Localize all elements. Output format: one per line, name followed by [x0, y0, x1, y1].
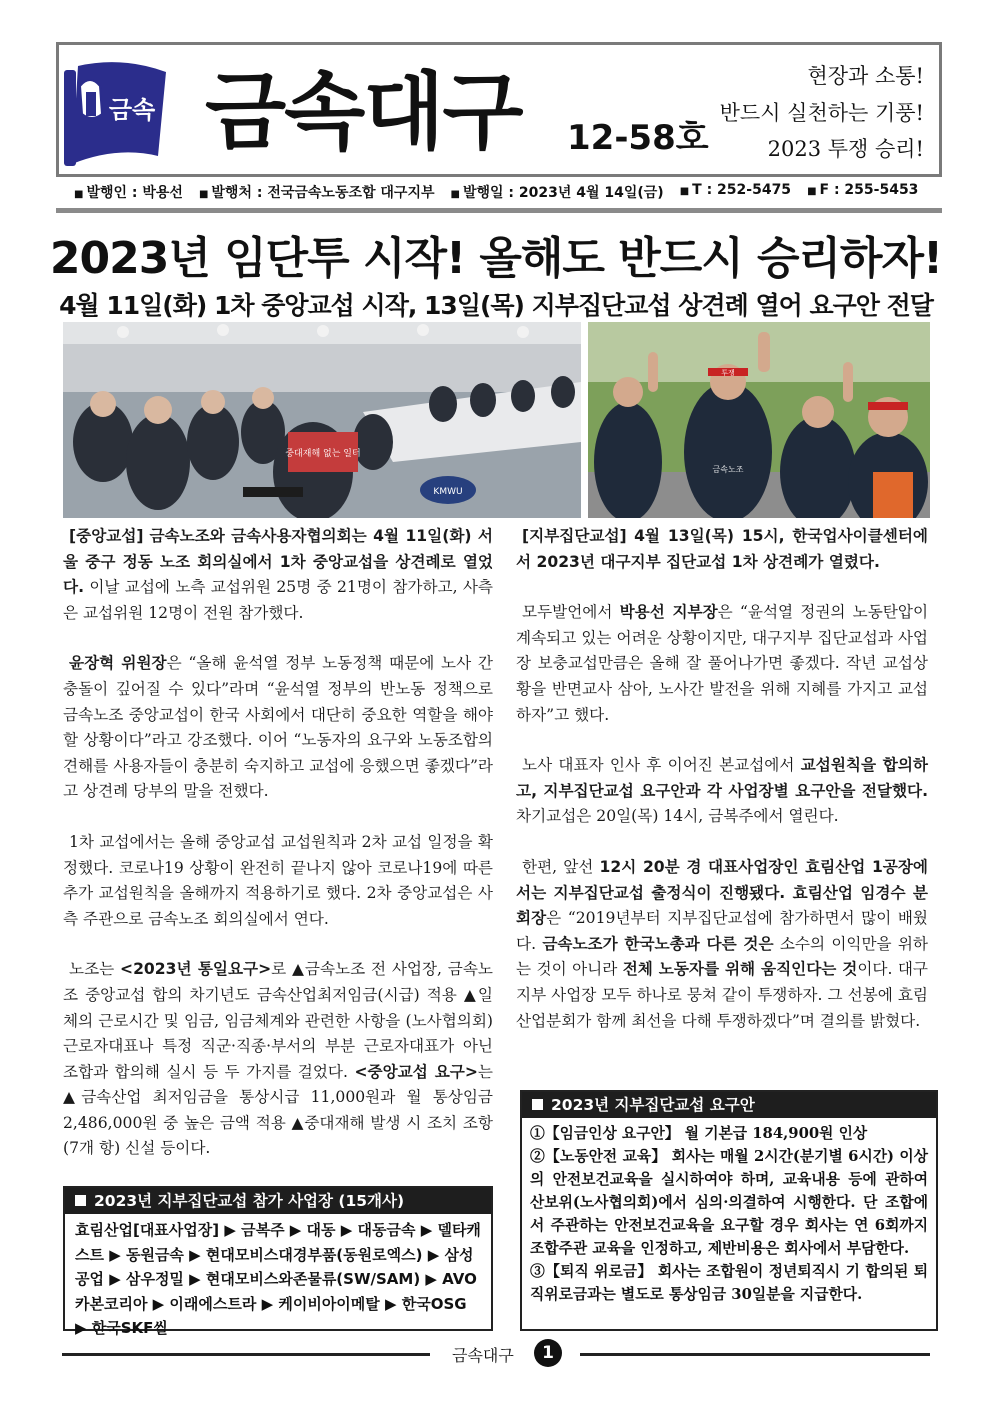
headline: 2023년 임단투 시작! 올해도 반드시 승리하자!: [49, 233, 943, 284]
left-paragraph-1: [중앙교섭] 금속노조와 금속사용자협의회는 4월 11일(화) 서울 중구 정동 노조 회의실에서 1차 중앙교섭을 상견례로 열었다. 이날 교섭에 노측 교섭위원 25명 중 21명이 참가하고, 사측은 교섭위원 12명이 전원 참가했다.: [63, 527, 493, 622]
article-right-column: [516, 524, 928, 1059]
bullet-icon: ■: [198, 189, 209, 200]
right-paragraph-2: 모두발언에서 박용선 지부장은 “윤석열 정권의 노동탄압이 계속되고 있는 어려운 상황이지만, 대구지부 집단교섭과 사업장 보충교섭만큼은 올해 잘 풀어나가면 좋겠다. 작년 교섭상황을 반면교사 삼아, 노사간 발전을 위해 지혜를 가지고 교섭하자”고 했다.: [516, 603, 929, 724]
office-info: ■ 발행처 : 전국금속노동조합 대구지부: [198, 185, 435, 201]
right-paragraph-3: 노사 대표자 인사 후 이어진 본교섭에서 교섭원칙을 합의하고, 지부집단교섭 요구안과 각 사업장별 요구안을 전달했다. 차기교섭은 20일(목) 14시, 금복주에서 열린다.: [516, 756, 928, 826]
demands-list: [522, 1118, 936, 1310]
demands-box-title: 2023년 지부집단교섭 요구안: [522, 1092, 936, 1118]
demand-item-3: ③【퇴직 위로금】 회사는 조합원이 정년퇴직시 기 합의된 퇴직위로금과는 별도로 통상임금 30일분을 지급한다.: [530, 1263, 928, 1303]
slogan-1: 현장과 소통!: [807, 64, 924, 88]
issue-number: 12-58호: [567, 118, 709, 158]
bullet-icon: ■: [450, 189, 460, 200]
photo-central-bargaining: [63, 322, 581, 518]
subheadline: 4월 11일(화) 1차 중앙교섭 시작, 13일(목) 지부집단교섭 상견례 열어 요구안 전달: [59, 291, 933, 320]
date-info: ■ 발행일 : 2023년 4월 14일(금): [450, 185, 664, 201]
right-paragraph-4: 한편, 앞선 12시 20분 경 대표사업장인 효림산업 1공장에서는 지부집단교섭 출정식이 진행됐다. 효림산업 임경수 분회장은 “2019년부터 지부집단교섭에 참가하면서 많이 배웠다. 금속노조가 한국노총과 다른 것은 소수의 이익만을 위하는 것이 아니라 전체 노동자를 위해 움직인다는 것이다. 대구지부 사업장 모두 하나로 뭉쳐 같이 투쟁하자. 그 선봉에 효림산업분회가 함께 최선을 다해 투쟁하겠다”며 결의를 밝혔다.: [516, 857, 928, 1030]
publisher-info: ■ 발행인 : 박용선: [74, 185, 183, 201]
right-paragraph-1: [지부집단교섭] 4월 13일(목) 15시, 한국업사이클센터에서 2023년 대구지부 집단교섭 1차 상견례가 열렸다.: [516, 527, 928, 571]
footer-rule-left: [62, 1353, 430, 1356]
left-paragraph-4: 노조는 <2023년 통일요구>로 ▲금속노조 전 사업장, 금속노조 중앙교섭 합의 차기년도 금속산업최저임금(시급) 적용 ▲일체의 근로시간 및 임금, 임금체계와 관련한 사항을 (노사협의회) 근로자대표나 특정 직군·직종·부서의 부분 근로자대표가 아닌 조합과 합의해 실시 등 두 가지를 걸었다. <중앙교섭 요구>는 ▲금속산업 최저임금을 통상시급 11,000원과 월 통상임금 2,486,000원 중 높은 금액 적용 ▲중대재해 발생 시 조치 조항(7개 항) 신설 등이다.: [63, 960, 493, 1158]
footer-rule-right: [580, 1353, 930, 1356]
demand-item-1: ①【임금인상 요구안】 월 기본급 184,900원 인상: [530, 1125, 868, 1142]
demands-box: [520, 1090, 938, 1331]
photo-rally: [588, 322, 930, 518]
slogan-2: 반드시 실천하는 기풍!: [719, 101, 924, 125]
publication-info-bar: [74, 182, 934, 206]
participants-box-title: 2023년 지부집단교섭 참가 사업장 (15개사): [65, 1188, 491, 1214]
slogan-3: 2023 투쟁 승리!: [767, 137, 924, 161]
bullet-icon: ■: [74, 189, 84, 200]
bullet-icon: ■: [807, 186, 817, 197]
fax-info: ■ F : 255-5453: [807, 182, 919, 198]
tel-info: ■ T : 252-5475: [679, 182, 792, 198]
page-number: 1: [534, 1339, 562, 1367]
headband-text: 투쟁: [721, 369, 735, 377]
square-icon: [532, 1099, 543, 1110]
logo-text: 금속: [108, 96, 156, 124]
newsletter-title: 금속대구: [205, 63, 522, 161]
header-divider: [56, 208, 942, 213]
vest-banner-text: 중대재해 없는 일터: [285, 449, 361, 459]
left-paragraph-3: 1차 교섭에서는 올해 중앙교섭 교섭원칙과 2차 교섭 일정을 확정했다. 코로나19 상황이 완전히 끝나지 않아 코로나19에 따른 추가 교섭원칙을 올해까지 적용하기로 했다. 2차 중앙교섭은 사측 주관으로 금속노조 회의실에서 연다.: [63, 832, 493, 928]
article-left-column: [63, 524, 493, 1187]
square-icon: [75, 1195, 86, 1206]
participants-box: [63, 1186, 493, 1337]
demand-item-2: ②【노동안전 교육】 회사는 매월 2시간(분기별 6시간) 이상의 안전보건교육을 실시하여야 하며, 교육내용 등에 관하여 산보위(노사협의회)에서 심의·의결하여 시행한다. 단 조합에서 주관하는 안전보건교육을 요구할 경우 회사는 연 6회까지 조합주관 교육을 인정하고, 제반비용은 회사에서 부담한다.: [530, 1148, 928, 1257]
bullet-icon: ■: [679, 186, 690, 197]
union-flag-logo: [62, 52, 172, 170]
left-paragraph-2: 윤장혁 위원장은 “올해 윤석열 정부 노동정책 때문에 노사 간 충돌이 깊어질 수 있다”라며 “윤석열 정부의 반노동 정책으로 금속노조 중앙교섭이 한국 사회에서 대단히 중요한 역할을 해야 할 상황이다”라고 강조했다. 이어 “노동자의 요구와 노동조합의 견해를 사용자들이 충분히 숙지하고 교섭에 응했으면 좋겠다”라고 상견례 당부의 말을 전했다.: [63, 654, 493, 801]
participants-list: 효림산업[대표사업장] ▶ 금복주 ▶ 대동 ▶ 대동금속 ▶ 델타캐스트 ▶ 동원금속 ▶ 현대모비스대경부품(동원로엑스) ▶ 삼성공업 ▶ 삼우정밀 ▶ 현대모비스와존물류(SW/SAM) ▶ AVO카본코리아 ▶ 이래에스트라 ▶ 케이비아이메탈 ▶ 한국OSG ▶ 한국SKF씰: [75, 1221, 481, 1337]
cap-text: KMWU: [433, 487, 463, 497]
vest-text: 금속노조: [712, 465, 744, 474]
footer-title: 금속대구: [452, 1346, 514, 1365]
